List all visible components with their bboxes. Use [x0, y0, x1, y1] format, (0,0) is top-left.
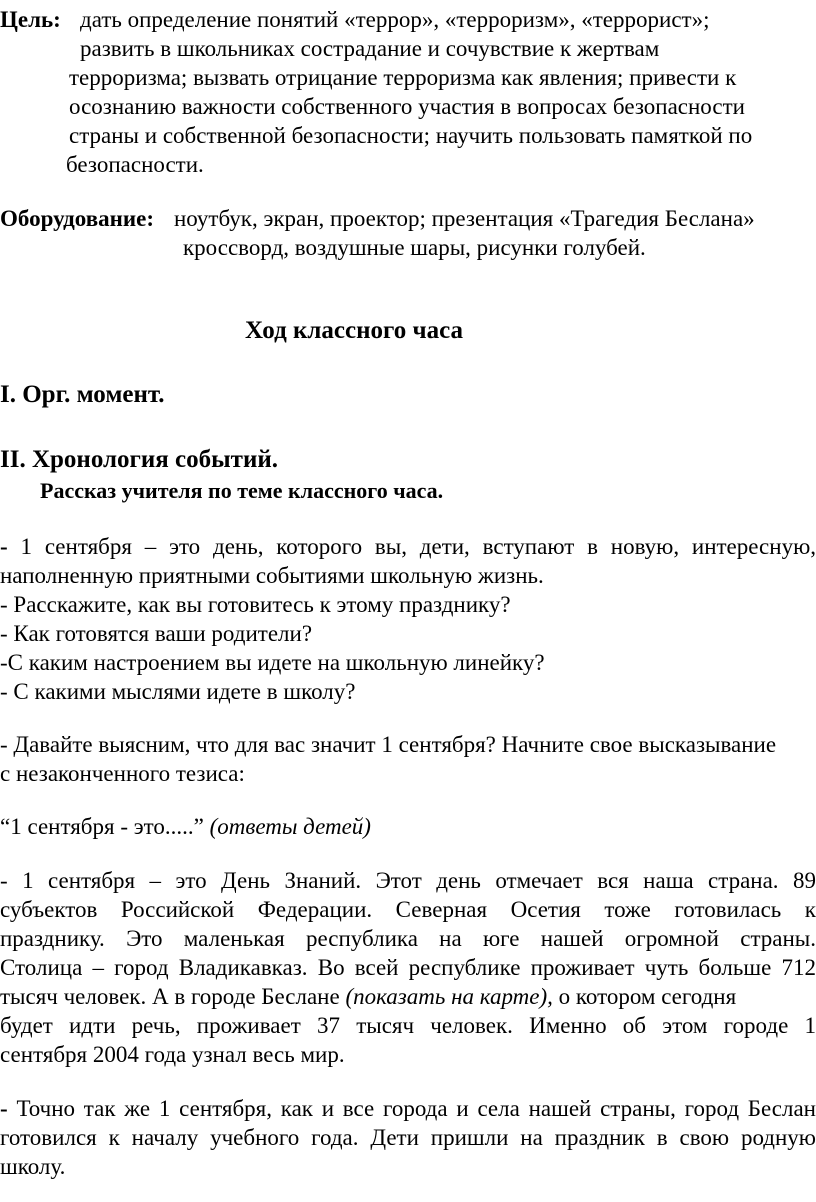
- section-2-heading: II. Хронология событий.: [0, 446, 279, 473]
- goal-line-1: дать определение понятий «террор», «терроризм», «террорист»;: [80, 7, 710, 32]
- para1-line-2: наполненную приятными событиями школьную жизнь.: [0, 563, 544, 588]
- equipment-label: Оборудование:: [0, 206, 154, 231]
- para3-line-3: празднику. Это маленькая республика на юге нашей огромной страны.: [0, 926, 816, 951]
- para3-line-6: будет идти речь, проживает 37 тысяч человек. Именно об этом городе 1: [0, 1013, 816, 1038]
- goal-line-5: страны и собственной безопасности; научить пользовать памяткой по: [69, 123, 753, 148]
- goal-line-2: развить в школьниках сострадание и сочувствие к жертвам: [80, 36, 660, 61]
- quote-line: [0, 812, 371, 842]
- goal-label: Цель:: [0, 7, 61, 32]
- para1-line-1-text: 1 сентября – это день, которого вы, дети, вступают в новую, интересную,: [20, 534, 816, 559]
- para3-line-5-a: тысяч человек. А в городе Беслане: [0, 984, 346, 1009]
- page-title: Ход классного часа: [245, 317, 463, 344]
- para4-line-1-text: Точно так же 1 сентября, как и все города и села нашей страны, город Беслан: [7, 1096, 816, 1121]
- para4-line-1: [0, 1094, 816, 1124]
- goal-line-4: осознанию важности собственного участия в вопросах безопасности: [69, 94, 745, 119]
- para3-map-note: (показать на карте),: [345, 984, 553, 1009]
- question-4: - С какими мыслями идете в школу?: [0, 679, 356, 704]
- section-1-heading: I. Орг. момент.: [0, 381, 165, 408]
- para3-line-1: - 1 сентября – это День Знаний. Этот день отмечает вся наша страна. 89: [0, 868, 816, 893]
- para2-line-2: с незаконченного тезиса:: [0, 761, 245, 786]
- para4-dash: -: [0, 1096, 8, 1121]
- para3-line-2: субъектов Российской Федерации. Северная Осетия тоже готовилась к: [0, 897, 816, 922]
- equipment-line-2: кроссворд, воздушные шары, рисунки голубей.: [183, 235, 646, 260]
- goal-line-6: безопасности.: [66, 152, 204, 177]
- question-2: - Как готовятся ваши родители?: [0, 621, 313, 646]
- para1-dash: -: [0, 534, 8, 559]
- para4-line-3: школу.: [0, 1154, 66, 1179]
- equipment-line-1: ноутбук, экран, проектор; презентация «Трагедия Беслана»: [174, 206, 755, 231]
- para3-line-5: [0, 982, 736, 1012]
- quote-text: “1 сентября - это.....”: [0, 814, 204, 839]
- para1-line-1: [0, 532, 816, 562]
- para3-line-5-b: о котором сегодня: [552, 984, 737, 1009]
- section-subtitle: Рассказ учителя по теме классного часа.: [40, 478, 444, 503]
- quote-note: (ответы детей): [209, 814, 371, 839]
- question-3: -С каким настроением вы идете на школьную линейку?: [0, 650, 545, 675]
- goal-line-3: терроризма; вызвать отрицание терроризма как явления; привести к: [69, 65, 737, 90]
- para3-line-7: сентября 2004 года узнал весь мир.: [0, 1042, 345, 1067]
- para3-line-4: Столица – город Владикавказ. Во всей республике проживает чуть больше 712: [0, 955, 816, 980]
- question-1: - Расскажите, как вы готовитесь к этому празднику?: [0, 592, 511, 617]
- para4-line-2: готовился к началу учебного года. Дети пришли на праздник в свою родную: [0, 1125, 816, 1150]
- para2-line-1: - Давайте выясним, что для вас значит 1 сентября? Начните свое высказывание: [0, 732, 777, 757]
